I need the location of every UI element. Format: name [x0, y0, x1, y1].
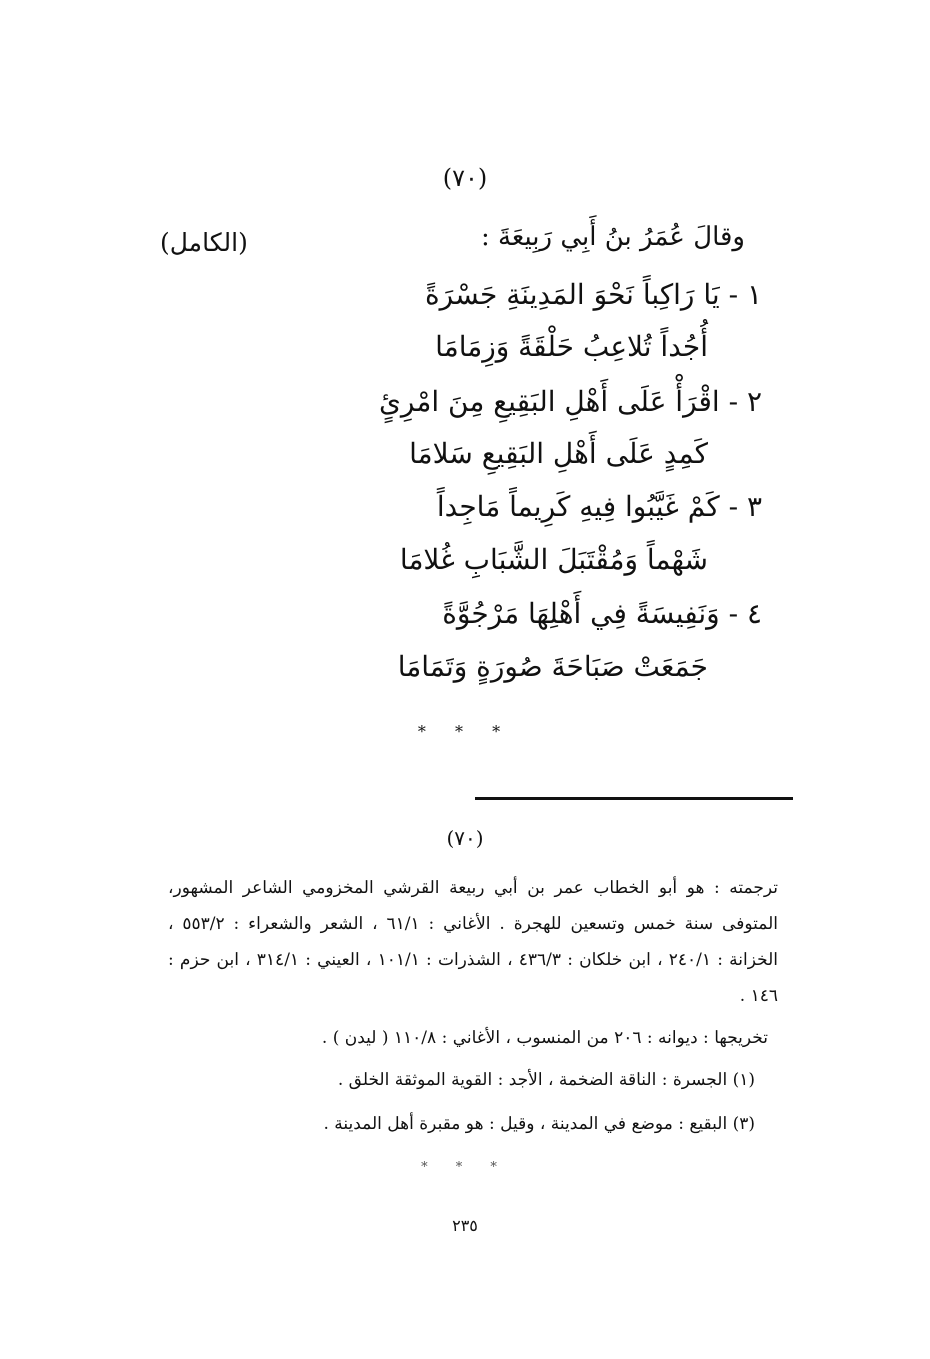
- footnote-divider: [475, 797, 793, 800]
- notes-biography: ترجمته : هو أبو الخطاب عمر بن أبي ربيعة القرشي المخزومي الشاعر المشهور، المتوفى سنة خمس وتسعين للهجرة . الأغاني : ٦١/١ ، الشعر والشعراء : ٥٥٣/٢ ، الخزانة : ٢٤٠/١ ، ابن خلكان : ٤٣٦/٣ ، الشذرات : ١٠١/١ ، العيني : ٣١٤/١ ، ابن حزم : ١٤٦ .: [168, 878, 778, 1006]
- verse-4-second-hemistich: جَمَعَتْ صَبَاحَةَ صُورَةٍ وَتَمَامَا: [397, 650, 708, 683]
- verse-2-second-hemistich: كَمِدٍ عَلَى أَهْلِ البَقِيعِ سَلامَا: [409, 437, 708, 470]
- notes-takhrij: تخريجها : ديوانه : ٢٠٦ من المنسوب ، الأغاني : ١١٠/٨ ( ليدن ) .: [321, 1028, 768, 1048]
- section-separator: * * *: [417, 722, 513, 741]
- notes-gloss-1: (١) الجسرة : الناقة الضخمة ، الأجد : القوية الموثقة الخلق .: [337, 1070, 755, 1090]
- notes-gloss-3: (٣) البقيع : موضع في المدينة ، وقيل : هو مقبرة أهل المدينة .: [323, 1114, 755, 1134]
- poem-intro: وقالَ عُمَرُ بنُ أَبِي رَبِيعَةَ :: [480, 222, 745, 252]
- poem-number: (٧٠): [442, 164, 488, 192]
- verse-2-first-hemistich: ٢ - اقْرَأْ عَلَى أَهْلِ البَقِيعِ مِنَ امْرِئٍ: [379, 385, 762, 418]
- verse-3-first-hemistich: ٣ - كَمْ غَيَّبُوا فِيهِ كَرِيماً مَاجِداً: [436, 490, 762, 523]
- poem-meter: (الكامل): [160, 228, 248, 257]
- page-number: ٢٣٥: [452, 1216, 478, 1235]
- verse-1-second-hemistich: أُجُداً تُلاعِبُ حَلْقَةً وَزِمَامَا: [435, 330, 708, 363]
- verse-4-first-hemistich: ٤ - وَنَفِيسَةً فِي أَهْلِهَا مَرْجُوَّةً: [442, 597, 762, 630]
- notes-number: (٧٠): [446, 826, 484, 850]
- verse-1-first-hemistich: ١ - يَا رَاكِباً نَحْوَ المَدِينَةِ جَسْرَةً: [424, 278, 762, 311]
- footer-separator: * * *: [421, 1160, 509, 1175]
- verse-3-second-hemistich: شَهْماً وَمُقْتَبَلَ الشَّبَابِ غُلامَا: [399, 543, 708, 576]
